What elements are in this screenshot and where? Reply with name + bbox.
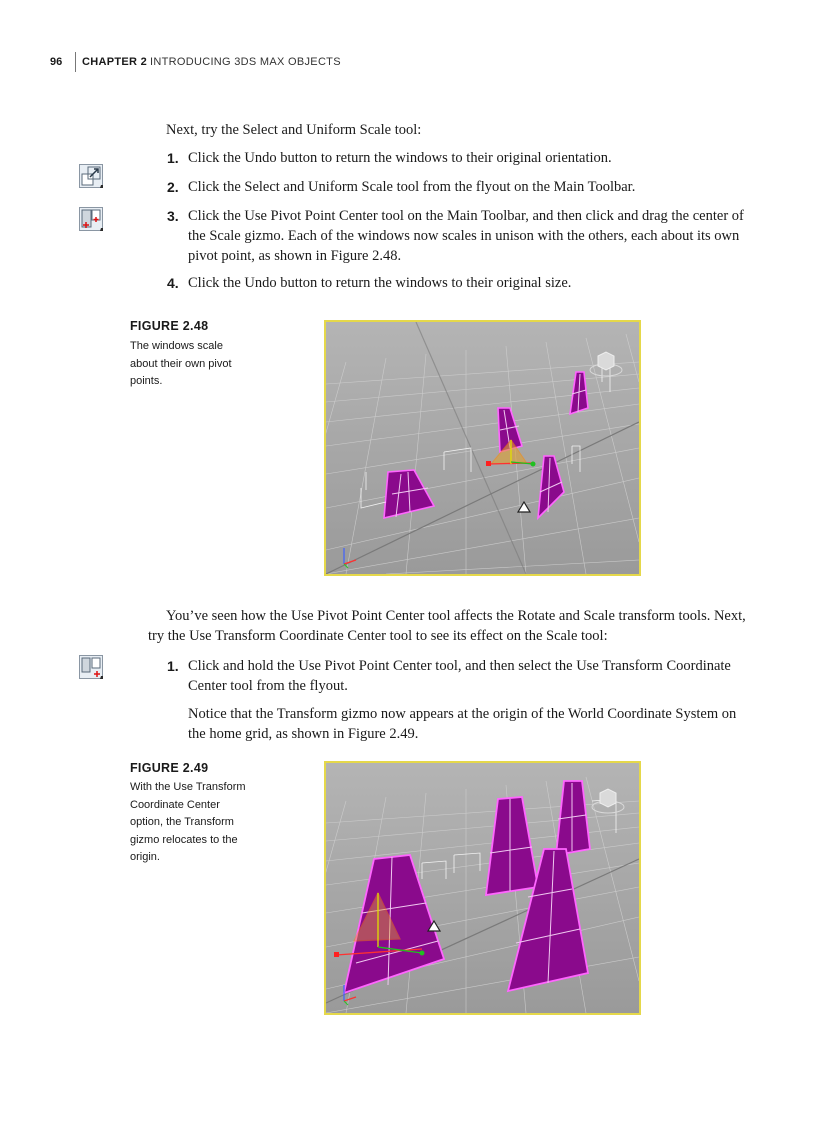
section2-note: Notice that the Transform gizmo now appears at the origin of the World Coordinate System on the home grid, as shown in Figure 2.49. — [188, 706, 737, 742]
step-number: 1. — [167, 150, 179, 166]
figure-2-48-viewport — [324, 320, 641, 576]
figure-2-48-label: FIGURE 2.48 — [130, 319, 209, 333]
section1-step-1 — [167, 148, 747, 168]
step-text: Click the Undo button to return the windows to their original orientation. — [188, 150, 612, 166]
pivot-point-center-icon — [79, 207, 103, 231]
section1-step-4 — [167, 273, 747, 293]
viewport-render — [326, 763, 639, 1013]
step-text: Click the Undo button to return the windows to their original size. — [188, 275, 572, 291]
figure-2-49-caption: With the Use Transform Coordinate Center option, the Transform gizmo relocates to the origin. — [130, 781, 246, 863]
step-number: 4. — [167, 275, 179, 291]
header-divider — [75, 52, 76, 72]
section2-step-1 — [167, 656, 747, 696]
step-text: Click the Select and Uniform Scale tool from the flyout on the Main Toolbar. — [188, 179, 636, 195]
page-number: 96 — [50, 56, 63, 68]
section2-intro: You’ve seen how the Use Pivot Point Center tool affects the Rotate and Scale transform tools. Next, try the Use Transform Coordinate Center tool to see its effect on the Scale tool: — [148, 608, 746, 644]
section1-intro: Next, try the Select and Uniform Scale tool: — [166, 122, 422, 138]
section1-step-3 — [167, 206, 747, 266]
step-number: 1. — [167, 658, 179, 674]
step-number: 3. — [167, 208, 179, 224]
transform-coordinate-center-icon — [79, 655, 103, 679]
step-text: Click the Use Pivot Point Center tool on the Main Toolbar, and then click and drag the center of the Scale gizmo. Each of the windows now scales in unison with the others, each about its own pivot point, as shown in Figure 2.48. — [188, 208, 744, 264]
figure-2-49-label: FIGURE 2.49 — [130, 761, 209, 775]
step-number: 2. — [167, 179, 179, 195]
chapter-label: CHAPTER 2 — [82, 56, 148, 68]
figure-2-48-caption: The windows scale about their own pivot points. — [130, 340, 232, 387]
figure-2-49-viewport — [324, 761, 641, 1015]
viewport-render — [326, 322, 639, 574]
chapter-title: INTRODUCING 3DS MAX OBJECTS — [150, 56, 341, 68]
uniform-scale-icon — [79, 164, 103, 188]
step-text: Click and hold the Use Pivot Point Center tool, and then select the Use Transform Coordinate Center tool from the flyout. — [188, 658, 731, 694]
section1-step-2 — [167, 177, 747, 197]
